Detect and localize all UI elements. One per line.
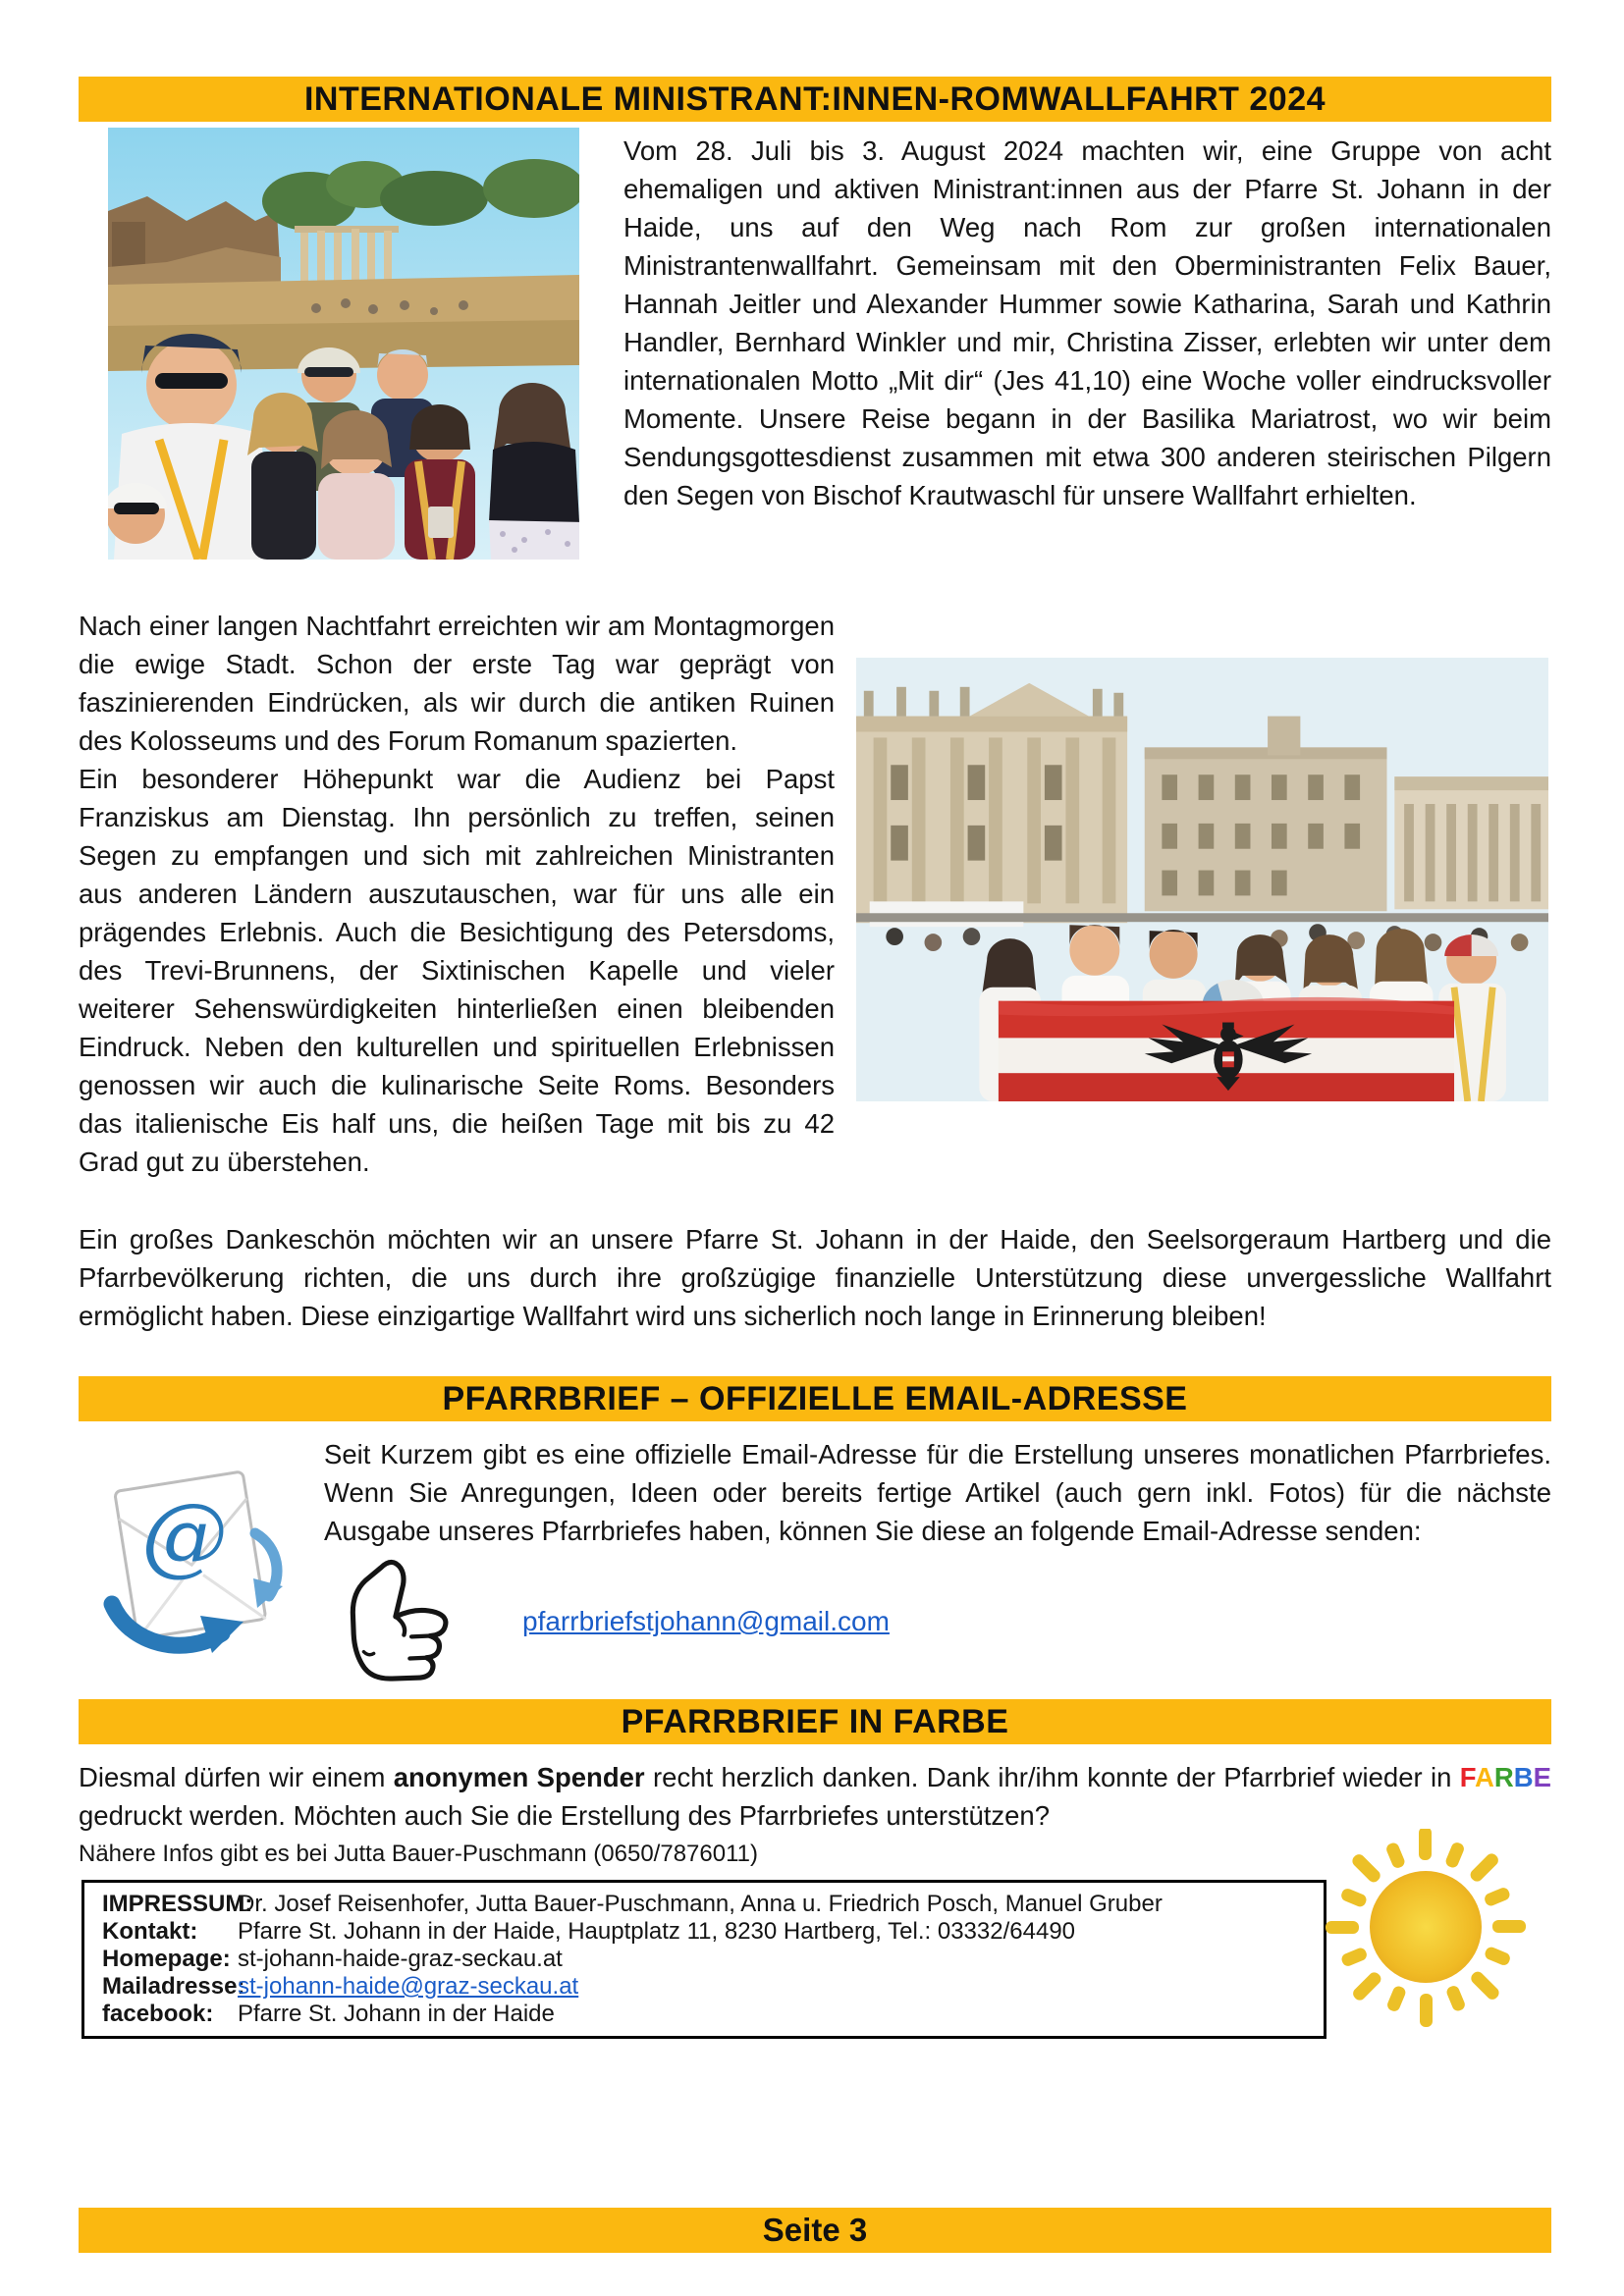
farbe-text-3: gedruckt werden. Möchten auch Sie die Erstellung des Pfarrbriefes unterstützen?	[79, 1800, 1051, 1831]
impressum-label: Kontakt:	[102, 1918, 198, 1945]
article-title: INTERNATIONALE MINISTRANT:INNEN-ROMWALLFAHRT 2024	[303, 80, 1326, 118]
farbe-section-title: PFARRBRIEF IN FARBE	[621, 1702, 1009, 1740]
farbe-text-1: Diesmal dürfen wir einem	[79, 1762, 394, 1792]
email-section-text: Seit Kurzem gibt es eine offizielle Email-Adresse für die Erstellung unseres monatlichen Pfarrbriefes. Wenn Sie Anregungen, Ideen oder bereits fertige Artikel (auch gern inkl. Fotos) für die nächste Ausgabe unseres Pfarrbriefes haben, können Sie diese an folgende Email-Adresse senden:	[324, 1439, 1551, 1546]
farbe-letter-a: A	[1475, 1762, 1494, 1792]
impressum-row	[102, 1918, 1306, 1946]
sun-icon	[1316, 1829, 1537, 2035]
pfarrbrief-email-link[interactable]: pfarrbriefstjohann@gmail.com	[522, 1606, 890, 1636]
article-paragraph-2	[79, 607, 835, 1181]
impressum-mail-link[interactable]: st-johann-haide@graz-seckau.at	[238, 1973, 579, 2000]
farbe-section-banner	[79, 1699, 1551, 1744]
impressum-box	[81, 1880, 1326, 2039]
email-section-banner	[79, 1376, 1551, 1421]
farbe-letter-e: E	[1533, 1762, 1552, 1792]
article-section-1	[79, 126, 1551, 560]
impressum-label: IMPRESSUM:	[102, 1891, 253, 1917]
impressum-row	[102, 1973, 1306, 2001]
farbe-text-2: recht herzlich danken. Dank ihr/ihm konnte der Pfarrbrief wieder in	[644, 1762, 1460, 1792]
article-section-2	[79, 607, 1551, 1181]
email-envelope-icon	[90, 1439, 298, 1670]
impressum-value: Pfarre St. Johann in der Haide, Hauptplatz 11, 8230 Hartberg, Tel.: 03332/64490	[238, 1918, 1076, 1945]
pointing-hand-icon	[332, 1554, 458, 1689]
article-paragraph-2a: Nach einer langen Nachtfahrt erreichten wir am Montagmorgen die ewige Stadt. Schon der erste Tag war geprägt von faszinierenden Eindrücken, als wir durch die antiken Ruinen des Kolosseums und des Forum Romanum spazierten.	[79, 611, 835, 756]
page-footer-band	[79, 2208, 1551, 2253]
bottom-row	[79, 1880, 1551, 2041]
article-paragraph-2b: Ein besonderer Höhepunkt war die Audienz bei Papst Franziskus am Dienstag. Ihn persönlich zu treffen, seinen Segen zu empfangen und sich mit zahlreichen Ministranten aus anderen Ländern auszutauschen, war für uns alle ein prägendes Erlebnis. Auch die Besichtigung des Petersdoms, des Trevi-Brunnens, der Sixtinischen Kapelle und vieler weiterer Sehenswürdigkeiten hinterließen einen bleibenden Eindruck. Neben den kulturellen und spirituellen Erlebnissen genossen wir auch die kulinarische Seite Roms. Besonders das italienische Eis half uns, die heißen Tage mit bis zu 42 Grad gut zu überstehen.	[79, 764, 835, 1177]
email-section-title: PFARRBRIEF – OFFIZIELLE EMAIL-ADRESSE	[442, 1379, 1188, 1417]
stpeters-flag-photo	[856, 658, 1548, 1101]
impressum-label: facebook:	[102, 2001, 214, 2027]
impressum-label: Homepage:	[102, 1946, 231, 1972]
email-section	[79, 1435, 1551, 1689]
article-paragraph-1: Vom 28. Juli bis 3. August 2024 machten wir, eine Gruppe von acht ehemaligen und aktiven Ministrant:innen aus der Pfarre St. Johann in der Haide, uns auf den Weg nach Rom zur großen internationalen Ministrantenwallfahrt. Gemeinsam mit den Oberministranten Felix Bauer, Hannah Jeitler und Alexander Hummer sowie Katharina, Sarah und Kathrin Handler, Bernhard Winkler und mir, Christina Zisser, erlebten wir unter dem internationalen Motto „Mit dir“ (Jes 41,10) eine Woche voller eindrucksvoller Momente. Unsere Reise begann in der Basilika Mariatrost, wo wir beim Sendungsgottesdienst zusammen mit etwa 300 anderen steirischen Pilgern den Segen von Bischof Krautwaschl für unsere Wallfahrt erhielten.	[623, 135, 1551, 510]
farbe-paragraph	[79, 1758, 1551, 1835]
impressum-row	[102, 1891, 1306, 1918]
farbe-info-line: Nähere Infos gibt es bei Jutta Bauer-Puschmann (0650/7876011)	[79, 1841, 758, 1867]
impressum-label: Mailadresse:	[102, 1973, 245, 2000]
rome-group-photo	[108, 128, 579, 560]
impressum-homepage: st-johann-haide-graz-seckau.at	[238, 1946, 563, 1972]
svg-text:@: @	[141, 1484, 228, 1585]
article-title-banner	[79, 77, 1551, 122]
impressum-row	[102, 1946, 1306, 1973]
impressum-value: Dr. Josef Reisenhofer, Jutta Bauer-Puschmann, Anna u. Friedrich Posch, Manuel Gruber	[238, 1891, 1163, 1917]
farbe-letter-f: F	[1459, 1762, 1476, 1792]
farbe-letter-b: B	[1513, 1762, 1534, 1792]
anonymous-donor-bold: anonymen Spender	[393, 1762, 645, 1792]
impressum-facebook: Pfarre St. Johann in der Haide	[238, 2001, 555, 2027]
impressum-row	[102, 2001, 1306, 2028]
article-paragraph-3: Ein großes Dankeschön möchten wir an unsere Pfarre St. Johann in der Haide, den Seelsorgeraum Hartberg und die Pfarrbevölkerung richten, die uns durch ihre großzügige finanzielle Unterstützung diese unvergessliche Wallfahrt ermöglicht haben. Diese einzigartige Wallfahrt wird uns sicherlich noch lange in Erinnerung bleiben!	[79, 1224, 1551, 1331]
farbe-letter-r: R	[1493, 1762, 1514, 1792]
page-number: Seite 3	[762, 2212, 868, 2248]
